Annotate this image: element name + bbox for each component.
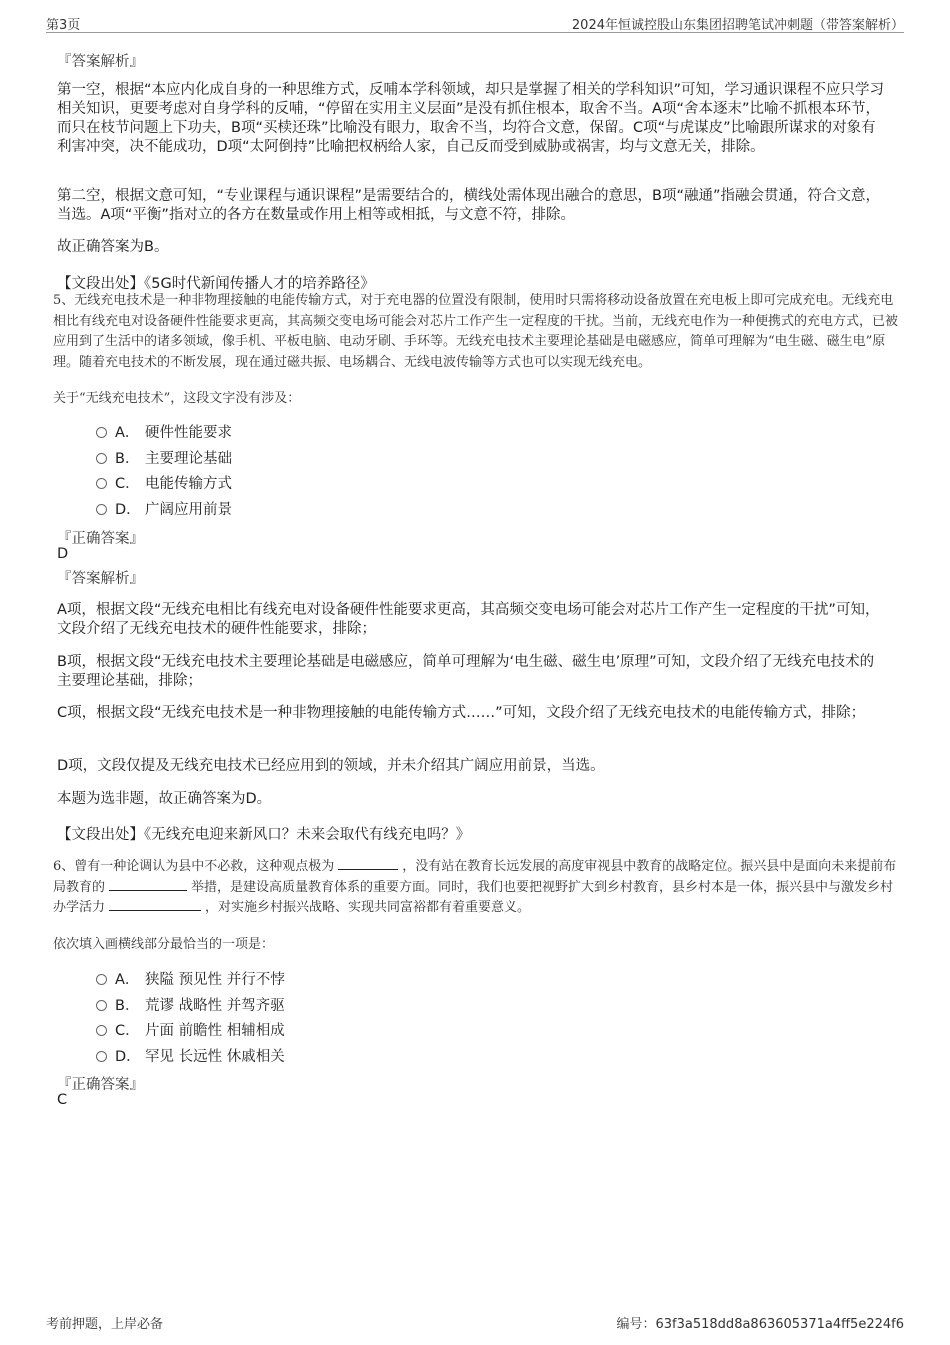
question-5-text: 5、无线充电技术是一种非物理接触的电能传输方式，对于充电器的位置没有限制，使用时只需将移动设备放置在充电板上即可完成充电。无线充电相比有线充电对设备硬件性能要求更高，其高频交变电场可能会对芯片工作产生一定程度的干扰。当前，无线充电作为一种便携式的充电方式，已被应用到了生活中的诸多领域，像手机、平板电脑、电动牙刷、手环等。无线充电技术主要理论基础是电磁感应，简单可理解为“电生磁、磁生电”原理。随着充电技术的不断发展，现在通过磁共振、电场耦合、无线电波传输等方式也可以实现无线充电。 [53, 293, 899, 370]
analysis-paragraph: A项，根据文段“无线充电相比有线充电对设备硬件性能要求更高，其高频交变电场可能会对芯片工作产生一定程度的干扰”可知，文段介绍了无线充电技术的硬件性能要求，排除； [57, 602, 880, 637]
radio-button[interactable] [96, 1025, 107, 1036]
question-text-segment: 举措，是建设高质量教育体系的重要方面。同时，我们也要把视野扩大到乡村教育，县乡村本是一体，振兴县中与激发乡村办学活力 [53, 879, 894, 915]
option-key: D． [115, 1049, 141, 1065]
option-text: 电能传输方式 [145, 476, 232, 492]
option-text: 广阔应用前景 [145, 502, 232, 518]
question-6-prompt: 依次填入画横线部分最恰当的一项是： [53, 937, 275, 952]
option-key: A． [115, 425, 140, 441]
analysis-label: 『答案解析』 [57, 571, 144, 587]
question-text-segment: ，没有站在教育长远发展的高度审视县中教育的战略定位。振兴县中是面向未来提前布局教育的 [53, 859, 897, 895]
radio-button[interactable] [96, 1051, 107, 1062]
correct-answer: D [57, 546, 69, 562]
analysis-label: 『答案解析』 [57, 54, 144, 70]
option-text: 主要理论基础 [145, 451, 232, 467]
option-key: D． [115, 502, 141, 518]
radio-button[interactable] [96, 478, 107, 489]
option-key: A． [115, 972, 140, 988]
answer-statement: 本题为选非题，故正确答案为D。 [57, 791, 272, 807]
question-5-prompt: 关于“无线充电技术”，这段文字没有涉及： [53, 391, 301, 406]
document-id: 编号：63f3a518dd8a863605371a4ff5e224f6 [616, 1317, 904, 1332]
header-divider [46, 32, 904, 33]
question-text-segment: ，对实施乡村振兴战略、实现共同富裕都有着重要意义。 [205, 900, 531, 915]
correct-answer-label: 『正确答案』 [57, 531, 144, 547]
radio-button[interactable] [96, 427, 107, 438]
analysis-paragraph: 第二空，根据文意可知，“专业课程与通识课程”是需要结合的，横线处需体现出融合的意思，B项“融通”指融会贯通，符合文意，当选。A项“平衡”指对立的各方在数量或作用上相等或相抵，与文意不符，排除。 [57, 188, 880, 223]
option-key: B． [115, 451, 140, 467]
fill-blank [109, 898, 201, 911]
radio-button[interactable] [96, 1000, 107, 1011]
correct-answer-label: 『正确答案』 [57, 1077, 144, 1093]
document-title: 2024年恒诚控股山东集团招聘笔试冲刺题（带答案解析） [571, 18, 904, 33]
option-text: 罕见 长远性 休戚相关 [145, 1049, 285, 1065]
option-text: 狭隘 预见性 并行不悖 [145, 972, 285, 988]
fill-blank [338, 857, 398, 870]
option-text: 硬件性能要求 [145, 425, 232, 441]
analysis-paragraph: C项，根据文段“无线充电技术是一种非物理接触的电能传输方式……”可知，文段介绍了无线充电技术的电能传输方式，排除； [57, 705, 866, 721]
fill-blank [109, 878, 187, 891]
option-key: C． [115, 476, 140, 492]
option-key: C． [115, 1023, 140, 1039]
question-text-segment: 6、曾有一种论调认为县中不必救，这种观点极为 [53, 859, 335, 874]
page-footer [46, 1313, 904, 1331]
source-citation: 【文段出处】《无线充电迎来新风口？未来会取代有线充电吗？》 [57, 827, 471, 843]
option-text: 荒谬 战略性 并驾齐驱 [145, 998, 285, 1014]
page-header [46, 14, 904, 32]
radio-button[interactable] [96, 974, 107, 985]
source-citation: 【文段出处】《5G时代新闻传播人才的培养路径》 [57, 276, 375, 292]
analysis-paragraph: B项，根据文段“无线充电技术主要理论基础是电磁感应，简单可理解为‘电生磁、磁生电’原理”可知，文段介绍了无线充电技术的主要理论基础，排除； [57, 654, 875, 689]
radio-button[interactable] [96, 453, 107, 464]
question-6-text [53, 857, 899, 919]
page-number: 第3页 [46, 18, 81, 33]
correct-answer: C [57, 1092, 68, 1108]
answer-statement: 故正确答案为B。 [57, 239, 169, 255]
footer-slogan: 考前押题，上岸必备 [46, 1317, 164, 1332]
analysis-paragraph: 第一空，根据“本应内化成自身的一种思维方式，反哺本学科领域，却只是掌握了相关的学科知识”可知，学习通识课程不应只学习相关知识，更要考虑对自身学科的反哺，“停留在实用主义层面”是没有抓住根本，取舍不当。A项“舍本逐末”比喻不抓根本环节，而只在枝节问题上下功夫，B项“买椟还珠”比喻没有眼力，取舍不当，均符合文意，保留。C项“与虎谋皮”比喻跟所谋求的对象有利害冲突，决不能成功，D项“太阿倒持”比喻把权柄给人家，自己反而受到威胁或祸害，均与文意无关，排除。 [57, 82, 885, 155]
radio-button[interactable] [96, 504, 107, 515]
analysis-paragraph: D项，文段仅提及无线充电技术已经应用到的领域，并未介绍其广阔应用前景，当选。 [57, 758, 605, 774]
option-key: B． [115, 998, 140, 1014]
option-text: 片面 前瞻性 相辅相成 [145, 1023, 285, 1039]
